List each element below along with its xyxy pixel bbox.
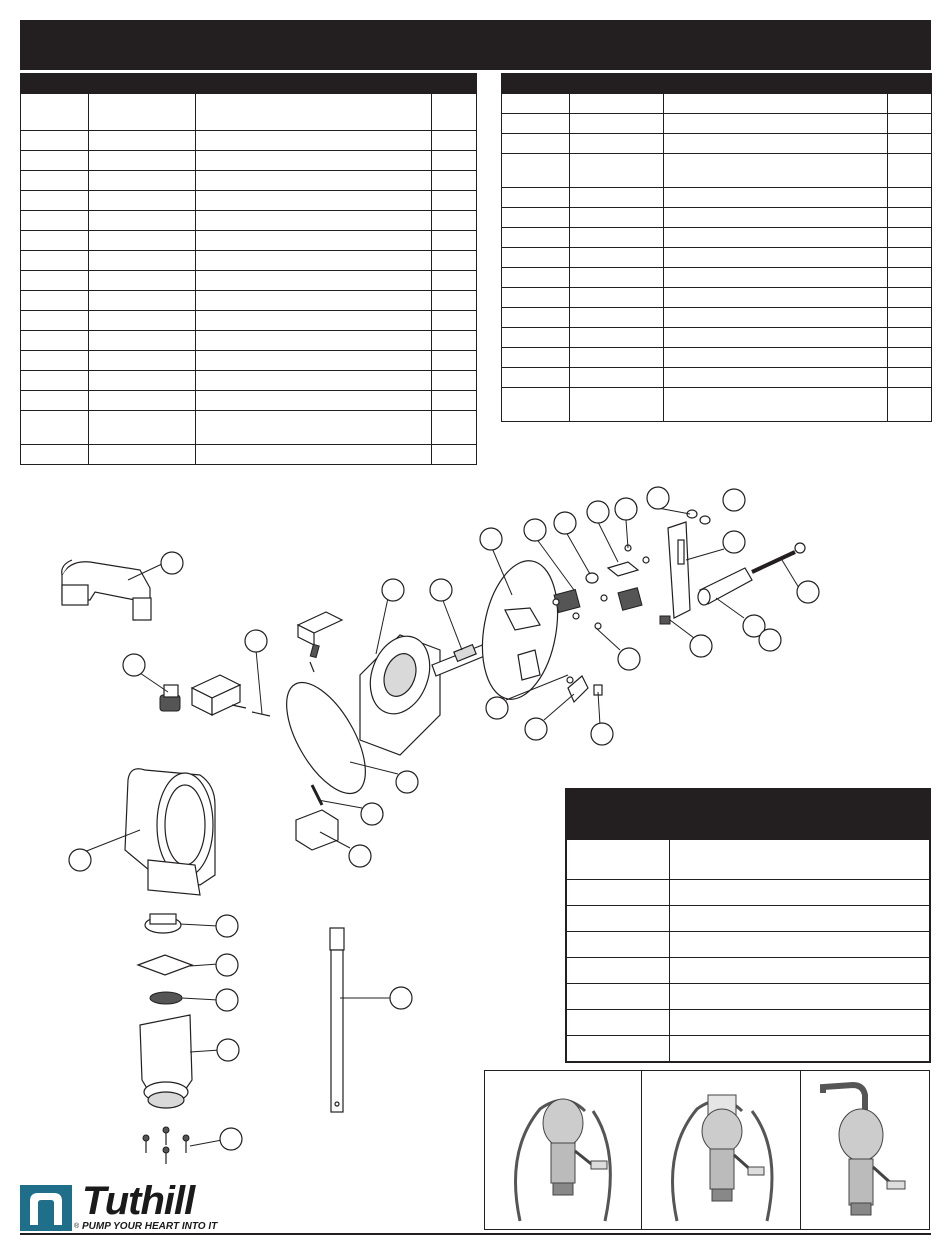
vane-left-part [192, 675, 270, 716]
tuthill-logo-mark-icon [20, 1185, 72, 1231]
table-row [21, 331, 477, 351]
bolts-part [143, 1127, 189, 1164]
table-row [21, 251, 477, 271]
bottom-rule [20, 1233, 931, 1235]
kit-table-header-bar [566, 789, 930, 839]
table-row [21, 311, 477, 331]
table-row [21, 151, 477, 171]
table-row [567, 932, 930, 958]
table-row [21, 351, 477, 371]
table-row [21, 231, 477, 251]
table-row [502, 368, 932, 388]
table-row [502, 348, 932, 368]
bracket-part [567, 676, 602, 702]
table-row [21, 371, 477, 391]
table-row [567, 1036, 930, 1062]
brand-name: Tuthill [82, 1179, 195, 1223]
parts-table-left [20, 73, 477, 465]
table-row [21, 271, 477, 291]
handle-grip-part [698, 568, 752, 605]
long-bolt-part [752, 543, 805, 572]
title-bar [20, 20, 931, 70]
table-row [21, 291, 477, 311]
pump-photo-2 [642, 1071, 801, 1229]
table-row [567, 840, 930, 880]
table-row [567, 1010, 930, 1036]
gasket-square-part [138, 955, 192, 975]
table-row [567, 958, 930, 984]
parts-table-right [501, 73, 932, 422]
check-valve-part [145, 914, 181, 933]
table-row [21, 171, 477, 191]
table-row [502, 134, 932, 154]
table-row [567, 906, 930, 932]
table-row [502, 248, 932, 268]
suction-tube-part [330, 928, 344, 1112]
product-photos [484, 1070, 930, 1230]
handle-arm-part [660, 510, 710, 624]
table-row [502, 308, 932, 328]
table-row [21, 131, 477, 151]
spout-part [62, 560, 151, 620]
table-row [21, 391, 477, 411]
pump-photo-3 [801, 1071, 929, 1229]
table-row [502, 94, 932, 114]
table-row [21, 411, 477, 445]
kit-table [565, 788, 931, 1063]
pump-photo-1 [485, 1071, 642, 1229]
strainer-disc-part [150, 992, 182, 1004]
table-row [21, 191, 477, 211]
table-row [502, 388, 932, 422]
pump-housing-part [125, 769, 215, 895]
table-row [502, 288, 932, 308]
cover-plate-part [472, 555, 567, 705]
intake-housing-part [140, 1015, 192, 1108]
table-row [502, 328, 932, 348]
registered-mark: ® [74, 1223, 80, 1230]
table-row [502, 188, 932, 208]
table-row [567, 880, 930, 906]
table-row [21, 445, 477, 465]
tuthill-logo [20, 1179, 220, 1235]
table-row [502, 228, 932, 248]
gasket-small-part [554, 562, 642, 613]
vane-lower-part [296, 785, 338, 850]
table-header-bar [502, 74, 932, 94]
brand-tagline: PUMP YOUR HEART INTO IT [82, 1221, 218, 1232]
vane-upper-part [298, 612, 342, 672]
table-row [502, 154, 932, 188]
table-row [502, 268, 932, 288]
screws-part [553, 545, 649, 629]
table-row [567, 984, 930, 1010]
table-row [502, 208, 932, 228]
column-header-row [21, 94, 477, 131]
table-header-bar [21, 74, 477, 94]
table-row [21, 211, 477, 231]
rotor-part [360, 628, 440, 755]
table-row [502, 114, 932, 134]
